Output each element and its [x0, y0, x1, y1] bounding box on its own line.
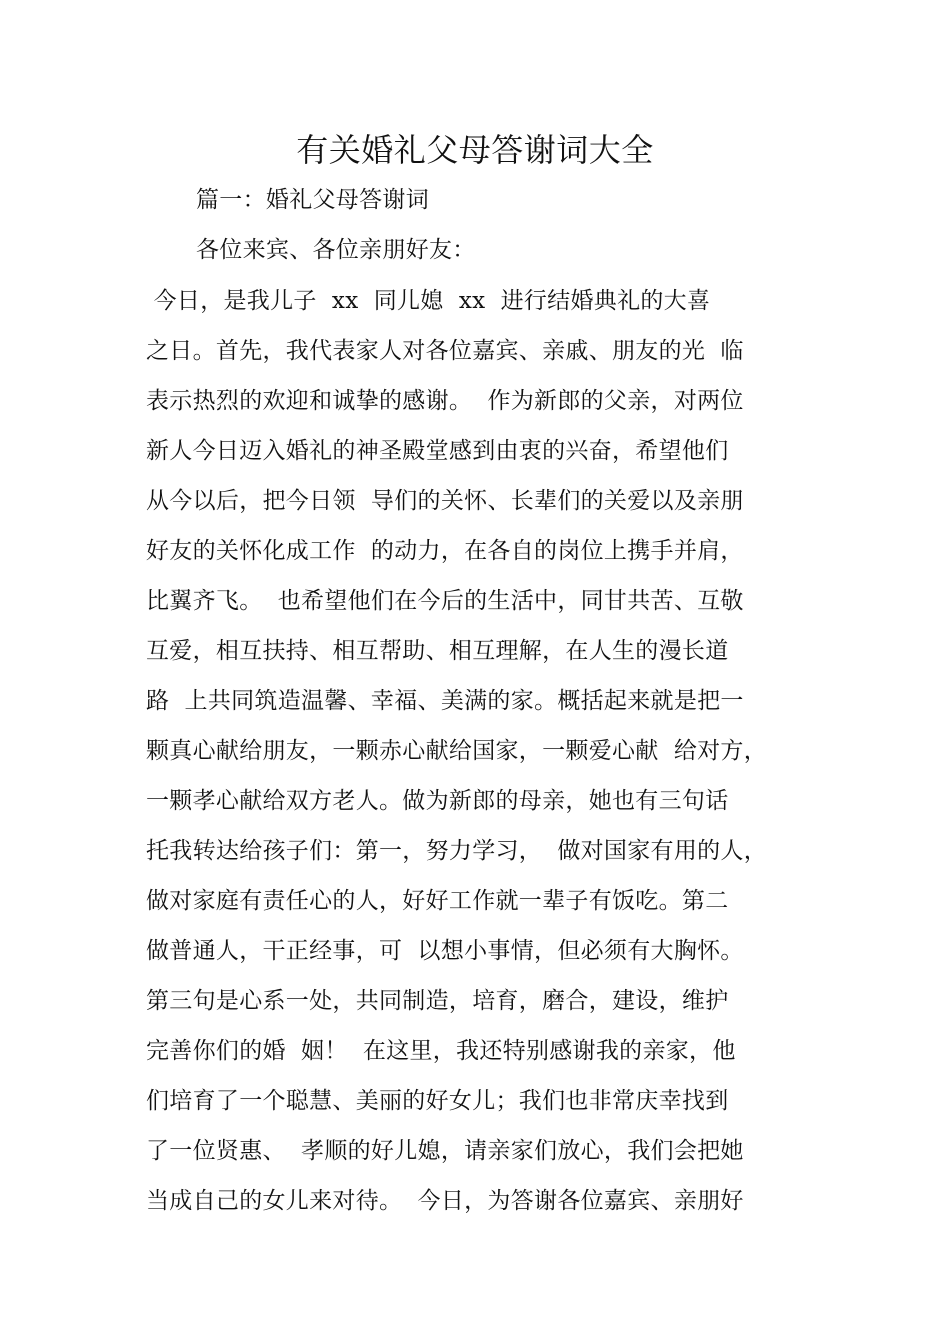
body-line: 之日。首先，我代表家人对各位嘉宾、亲戚、朋友的光 临 [146, 338, 744, 364]
body-line: 颗真心献给朋友，一颗赤心献给国家，一颗爱心献 给对方， [146, 738, 768, 764]
body-line: 们培育了一个聪慧、美丽的好女儿；我们也非常庆幸找到 [146, 1088, 729, 1114]
body-line: 一颗孝心献给双方老人。做为新郎的母亲，她也有三句话 [146, 788, 729, 814]
body-line: 第三句是心系一处，共同制造，培育，磨合，建设，维护 [146, 988, 729, 1014]
body-line: 互爱，相互扶持、相互帮助、相互理解，在人生的漫长道 [146, 638, 729, 664]
body-line: 做对家庭有责任心的人，好好工作就一辈子有饭吃。第二 [146, 888, 729, 914]
salutation: 各位来宾、各位亲朋好友： [196, 237, 476, 263]
body-line: 新人今日迈入婚礼的神圣殿堂感到由衷的兴奋，希望他们 [146, 438, 729, 464]
document-title: 有关婚礼父母答谢词大全 [296, 131, 654, 169]
body-line: 做普通人，干正经事，可 以想小事情，但必须有大胸怀。 [146, 938, 744, 964]
body-line: 今日，是我儿子 xx 同儿媳 xx 进行结婚典礼的大喜 [146, 288, 711, 314]
body-line: 完善你们的婚 姻！ 在这里，我还特别感谢我的亲家，他 [146, 1038, 736, 1064]
body-line: 表示热烈的欢迎和诚挚的感谢。 作为新郎的父亲，对两位 [146, 388, 744, 414]
body-line: 从今以后，把今日领 导们的关怀、长辈们的关爱以及亲朋 [146, 488, 744, 514]
body-line: 了一位贤惠、 孝顺的好儿媳，请亲家们放心，我们会把她 [146, 1138, 744, 1164]
body-line: 托我转达给孩子们：第一，努力学习， 做对国家有用的人， [146, 838, 768, 864]
body-line: 比翼齐飞。 也希望他们在今后的生活中，同甘共苦、互敬 [146, 588, 744, 614]
body-line: 路 上共同筑造温馨、幸福、美满的家。概括起来就是把一 [146, 688, 744, 714]
body-line: 当成自己的女儿来对待。 今日，为答谢各位嘉宾、亲朋好 [146, 1188, 744, 1214]
body-line: 好友的关怀化成工作 的动力，在各自的岗位上携手并肩， [146, 538, 744, 564]
section-heading: 篇一：婚礼父母答谢词 [196, 187, 429, 213]
